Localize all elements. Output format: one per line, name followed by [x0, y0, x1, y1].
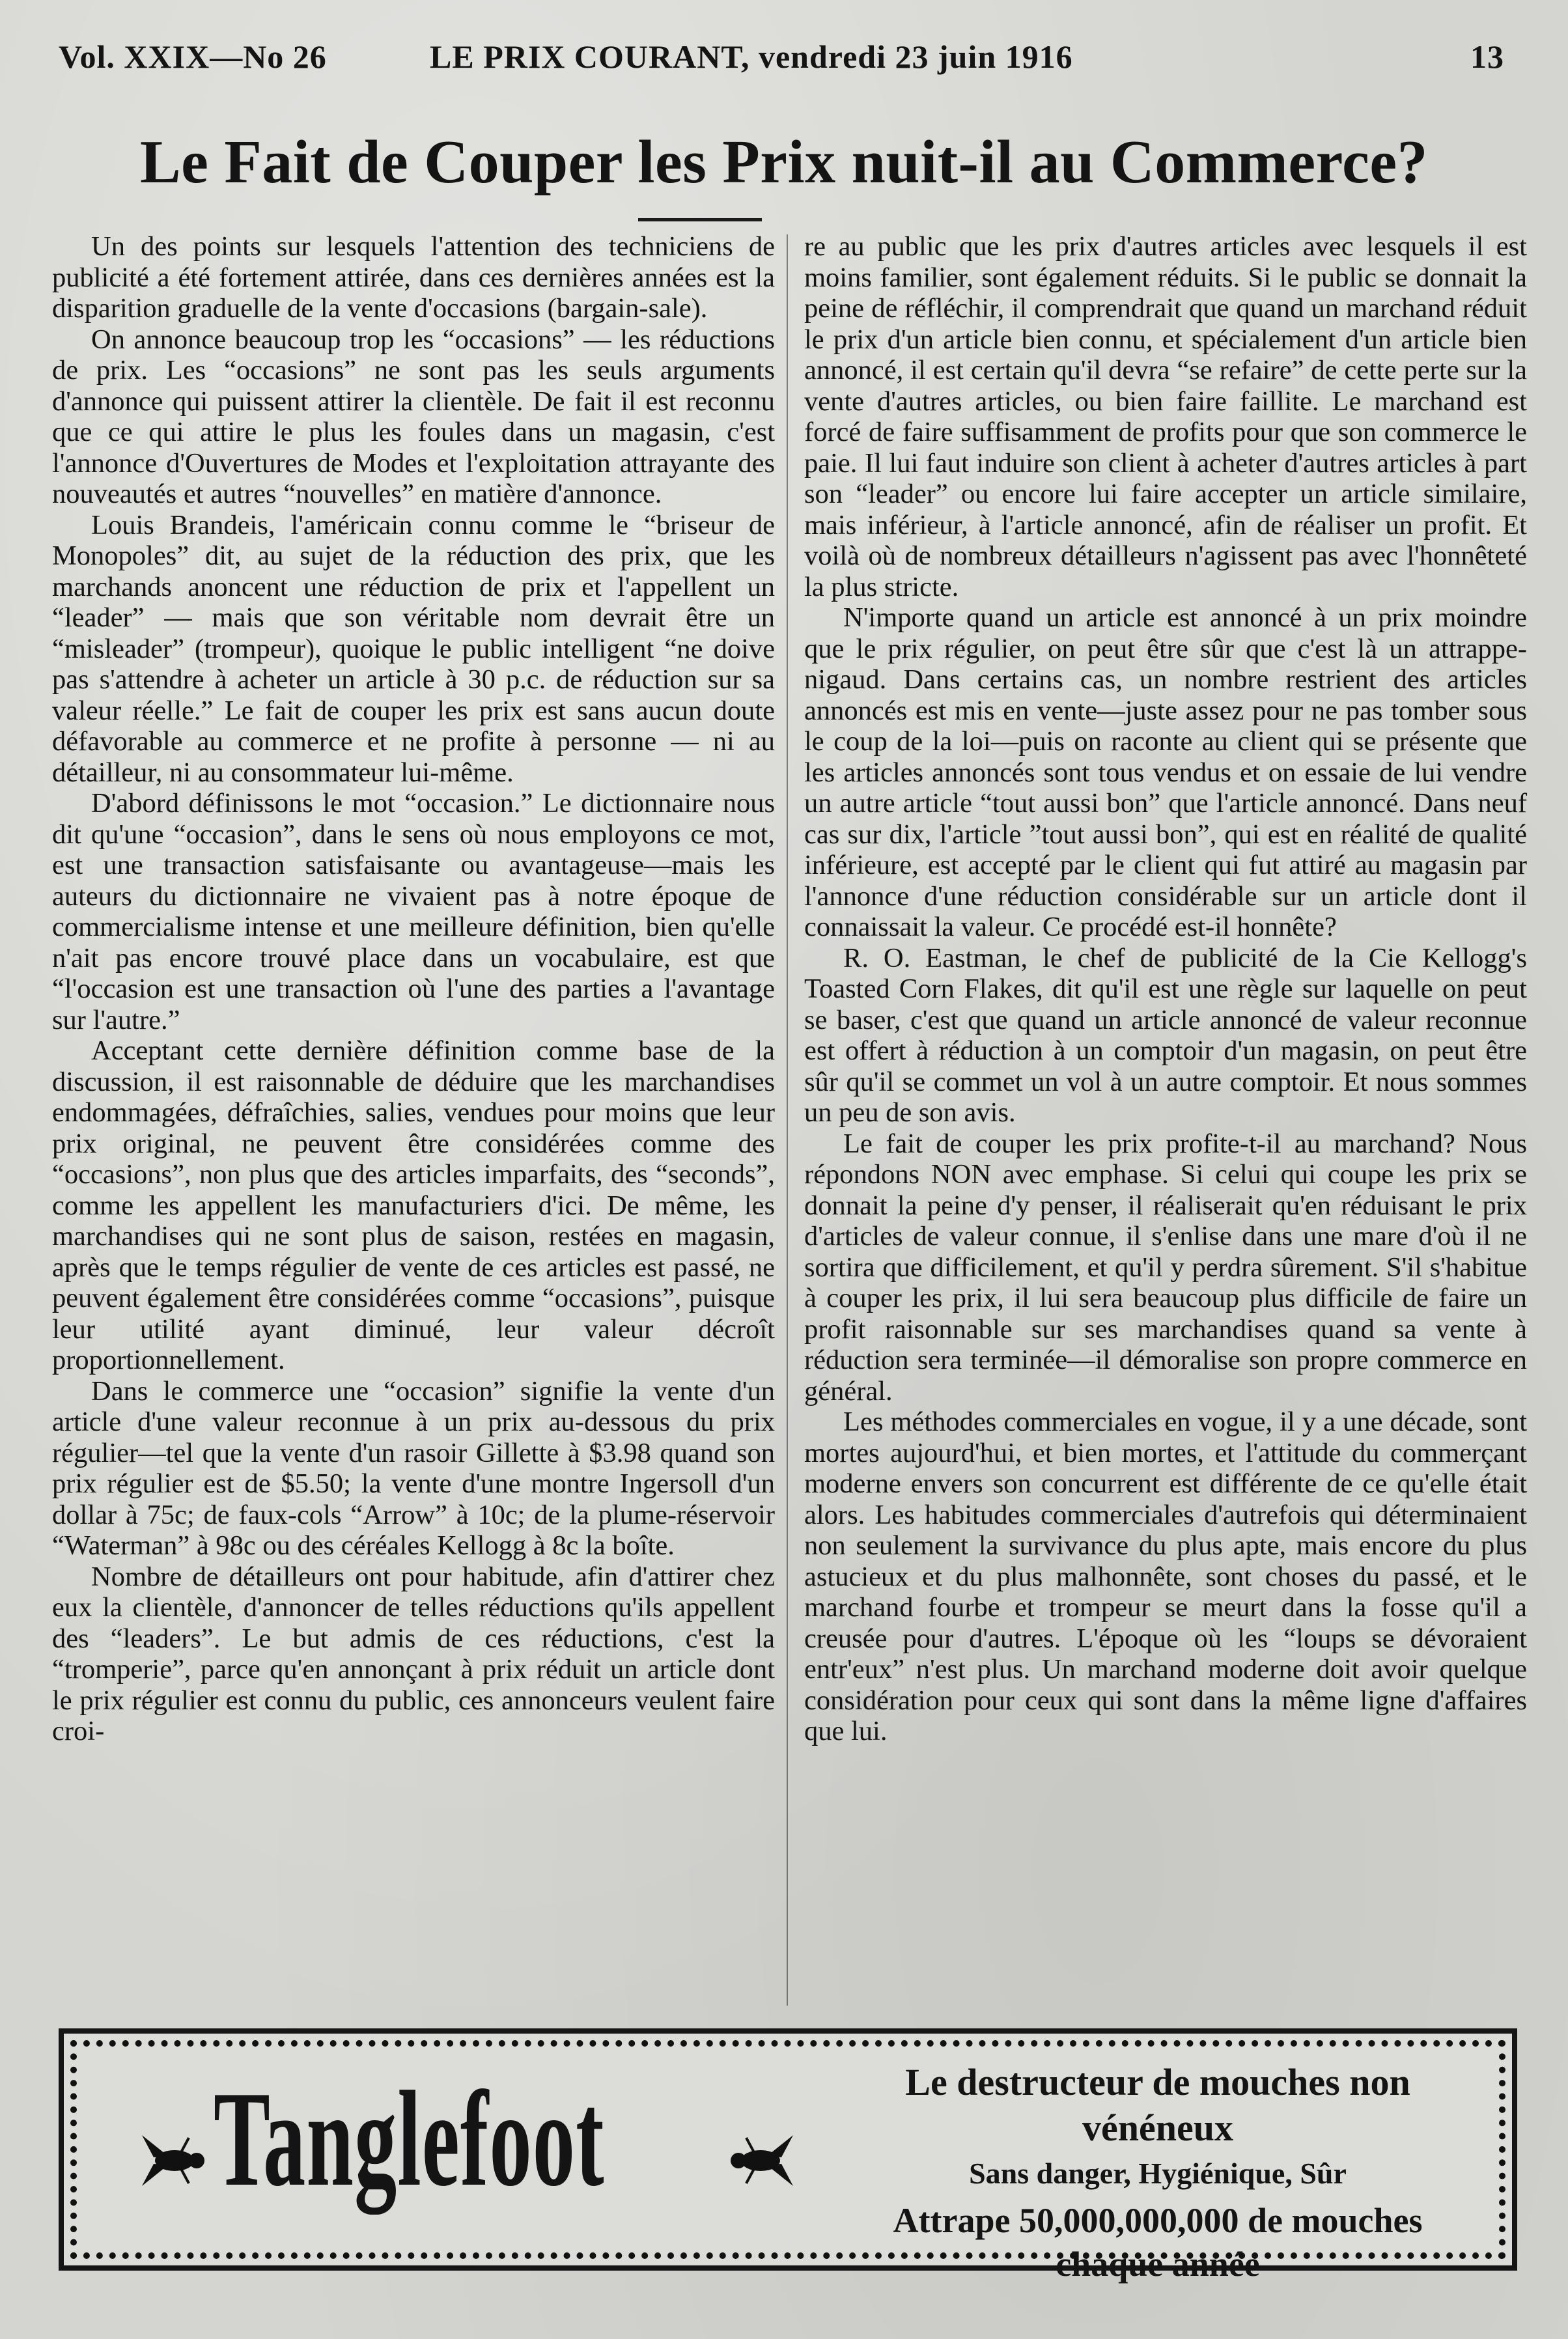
fly-icon — [129, 2131, 220, 2190]
right-column — [804, 231, 1527, 1747]
paragraph: On annonce beaucoup trop les “occasions” — les réductions de prix. Les “occasions” ne sont pas les seuls arguments d'annonce qui puissent attirer la clientèle. De fait il est reconnu que ce qui attire le plus les foules dans un magasin, c'est l'annonce d'Ouvertures de Modes et l'exploitation attrayante des nouveautés et autres “nouvelles” en matière d'annonce. — [52, 324, 775, 509]
paragraph: Le fait de couper les prix profite-t-il au marchand? Nous répondons NON avec emphase. Si celui qui coupe les prix se donnait la peine d'y penser, il réaliserait qu'en réduisant le prix d'articles de valeur connue, il s'enlise dans une mare d'où il ne sortira que difficilement, et qu'il y perdra sûrement. S'il s'habitue à couper les prix, il lui sera beaucoup plus difficile de faire un profit raisonnable sur ses marchandises quand sa vente à réduction sera terminée—il démoralise son propre commerce en général. — [804, 1128, 1527, 1407]
paragraph: Louis Brandeis, l'américain connu comme le “briseur de Monopoles” dit, au sujet de la réduction des prix, que les marchands anoncent une réduction de prix et l'appellent un “leader” — mais que son véritable nom devrait être un “misleader” (trompeur), quoique le public intelligent “ne doive pas s'attendre à acheter un article à 30 p.c. de réduction sur sa valeur réelle.” Le fait de couper les prix est sans aucun doute défavorable au commerce et ne profite à personne — ni au détailleur, ni au consommateur lui-même. — [52, 509, 775, 788]
ad-line: Sans danger, Hygiénique, Sûr — [969, 2157, 1347, 2190]
running-head — [59, 38, 1504, 83]
paragraph: Nombre de détailleurs ont pour habitude, afin d'attirer chez eux la clientèle, d'annoncer de telles réductions qu'ils appellent des “leaders”. Le but admis de ces réductions, c'est la “tromperie”, parce qu'en annonçant à prix réduit un article dont le prix régulier est connu du public, ces annonceurs veulent faire croi- — [52, 1561, 775, 1746]
ad-copy — [826, 2060, 1490, 2285]
tanglefoot-advertisement — [59, 2028, 1517, 2284]
fly-icon — [715, 2131, 806, 2190]
paragraph: N'importe quand un article est annoncé à un prix moindre que le prix régulier, on peut être sûr que c'est là un attrappe-nigaud. Dans certains cas, un nombre restrient des articles annoncés est mis en vente—juste assez pour ne pas tomber sous le coup de la loi—puis on raconte au client qui se présente que les articles annoncés sont tous vendus et on essaie de lui vendre un autre article “tout aussi bon” que l'article annoncé. Dans neuf cas sur dix, l'article ”tout aussi bon”, qui est en réalité de qualité inférieure, est accepté par le client qui fut attiré au magasin par l'annonce d'une réduction considérable sur un article dont il connaissait la valeur. Ce procédé est-il honnête? — [804, 602, 1527, 942]
paragraph: D'abord définissons le mot “occasion.” Le dictionnaire nous dit qu'une “occasion”, dans le sens où nous employons ce mot, est une transaction satisfaisante ou avantageuse—mais les auteurs du dictionnaire ne vivaient pas à notre époque de commercialisme intense et une meilleure définition, bien qu'elle n'ait pas encore trouvé place dans un vocabulaire, est que “l'occasion est une transaction où l'une des parties a l'avantage sur l'autre.” — [52, 788, 775, 1035]
ad-line: Le destructeur de mouches non vénéneux — [905, 2061, 1410, 2149]
paragraph: Un des points sur lesquels l'attention des techniciens de publicité a été fortement attirée, dans ces dernières années est la disparition graduelle de la vente d'occasions (bargain-sale). — [52, 231, 775, 324]
ad-line: chaque année — [1056, 2245, 1260, 2284]
page-number: 13 — [1470, 38, 1504, 75]
volume-number: Vol. XXIX—No 26 — [59, 38, 327, 75]
brand-name: Tanglefoot — [214, 2064, 605, 2215]
paragraph: re au public que les prix d'autres articles avec lesquels il est moins familier, sont également réduits. Si le public se donnait la peine de réfléchir, il comprendrait que quand un marchand réduit le prix d'un article bien connu, et spécialement d'un article bien annoncé, il est certain qu'il devra “se refaire” de cette perte sur la vente d'autres articles, ou bien faire faillite. Le marchand est forcé de faire suffisamment de profits pour que son commerce le paie. Il lui faut induire son client à acheter d'autres articles à part son “leader” ou encore lui faire accepter un article similaire, mais inférieur, à l'article annoncé, afin de réaliser un profit. Et voilà où de nombreux détailleurs n'agissent pas avec l'honnêteté la plus stricte. — [804, 231, 1527, 602]
paragraph: Les méthodes commerciales en vogue, il y a une décade, sont mortes aujourd'hui, et bien mortes, et l'attitude du commerçant moderne envers son concurrent est différente de ce qu'elle était alors. Les habitudes commerciales d'autrefois qui déterminaient non seulement la survivance du plus apte, mais encore du plus astucieux et du plus malhonnête, sont choses du passé, et le marchand fourbe et trompeur se meurt dans la fosse qu'il a creusée pour d'autres. L'époque où les “loups se dévoraient entr'eux” n'est plus. Un marchand moderne doit avoir quelque considération pour ceux qui sont dans la même ligne d'affaires que lui. — [804, 1407, 1527, 1746]
paragraph: Dans le commerce une “occasion” signifie la vente d'un article d'une valeur reconnue à un prix au-dessous du prix régulier—tel que la vente d'un rasoir Gillette à $3.98 quand son prix régulier est de $5.50; la vente d'une montre Ingersoll d'un dollar à 75c; de faux-cols “Arrow” à 10c; de la plume-réservoir “Waterman” à 98c ou des céréales Kellogg à 8c la boîte. — [52, 1375, 775, 1561]
left-column — [52, 231, 775, 1747]
paragraph: R. O. Eastman, le chef de publicité de la Cie Kellogg's Toasted Corn Flakes, dit qu'il est une règle sur laquelle on peut se baser, c'est que quand un article annoncé de valeur reconnue est offert à réduction à un comptoir d'un magasin, on peut être sûr qu'il se commet un vol à un autre comptoir. Et nous sommes un peu de son avis. — [804, 942, 1527, 1128]
headline-rule — [638, 218, 762, 221]
ad-line: Attrape 50,000,000,000 de mouches — [893, 2201, 1423, 2240]
column-divider — [787, 234, 788, 2006]
article-headline: Le Fait de Couper les Prix nuit-il au Commerce? — [139, 128, 1429, 196]
paragraph: Acceptant cette dernière définition comme base de la discussion, il est raisonnable de déduire que les marchandises endommagées, défraîchies, salies, vendues pour moins que leur prix original, ne peuvent être considérées comme des “occasions”, non plus que des articles imparfaits, des “seconds”, comme les appellent les manufacturiers d'ici. De même, les marchandises qui ne sont plus de saison, restées en magasin, après que le temps régulier de vente de ces articles est passé, ne peuvent également être considérées comme “occasions”, puisque leur utilité ayant diminué, leur valeur décroît proportionnellement. — [52, 1035, 775, 1375]
journal-title-date: LE PRIX COURANT, vendredi 23 juin 1916 — [430, 38, 1073, 75]
